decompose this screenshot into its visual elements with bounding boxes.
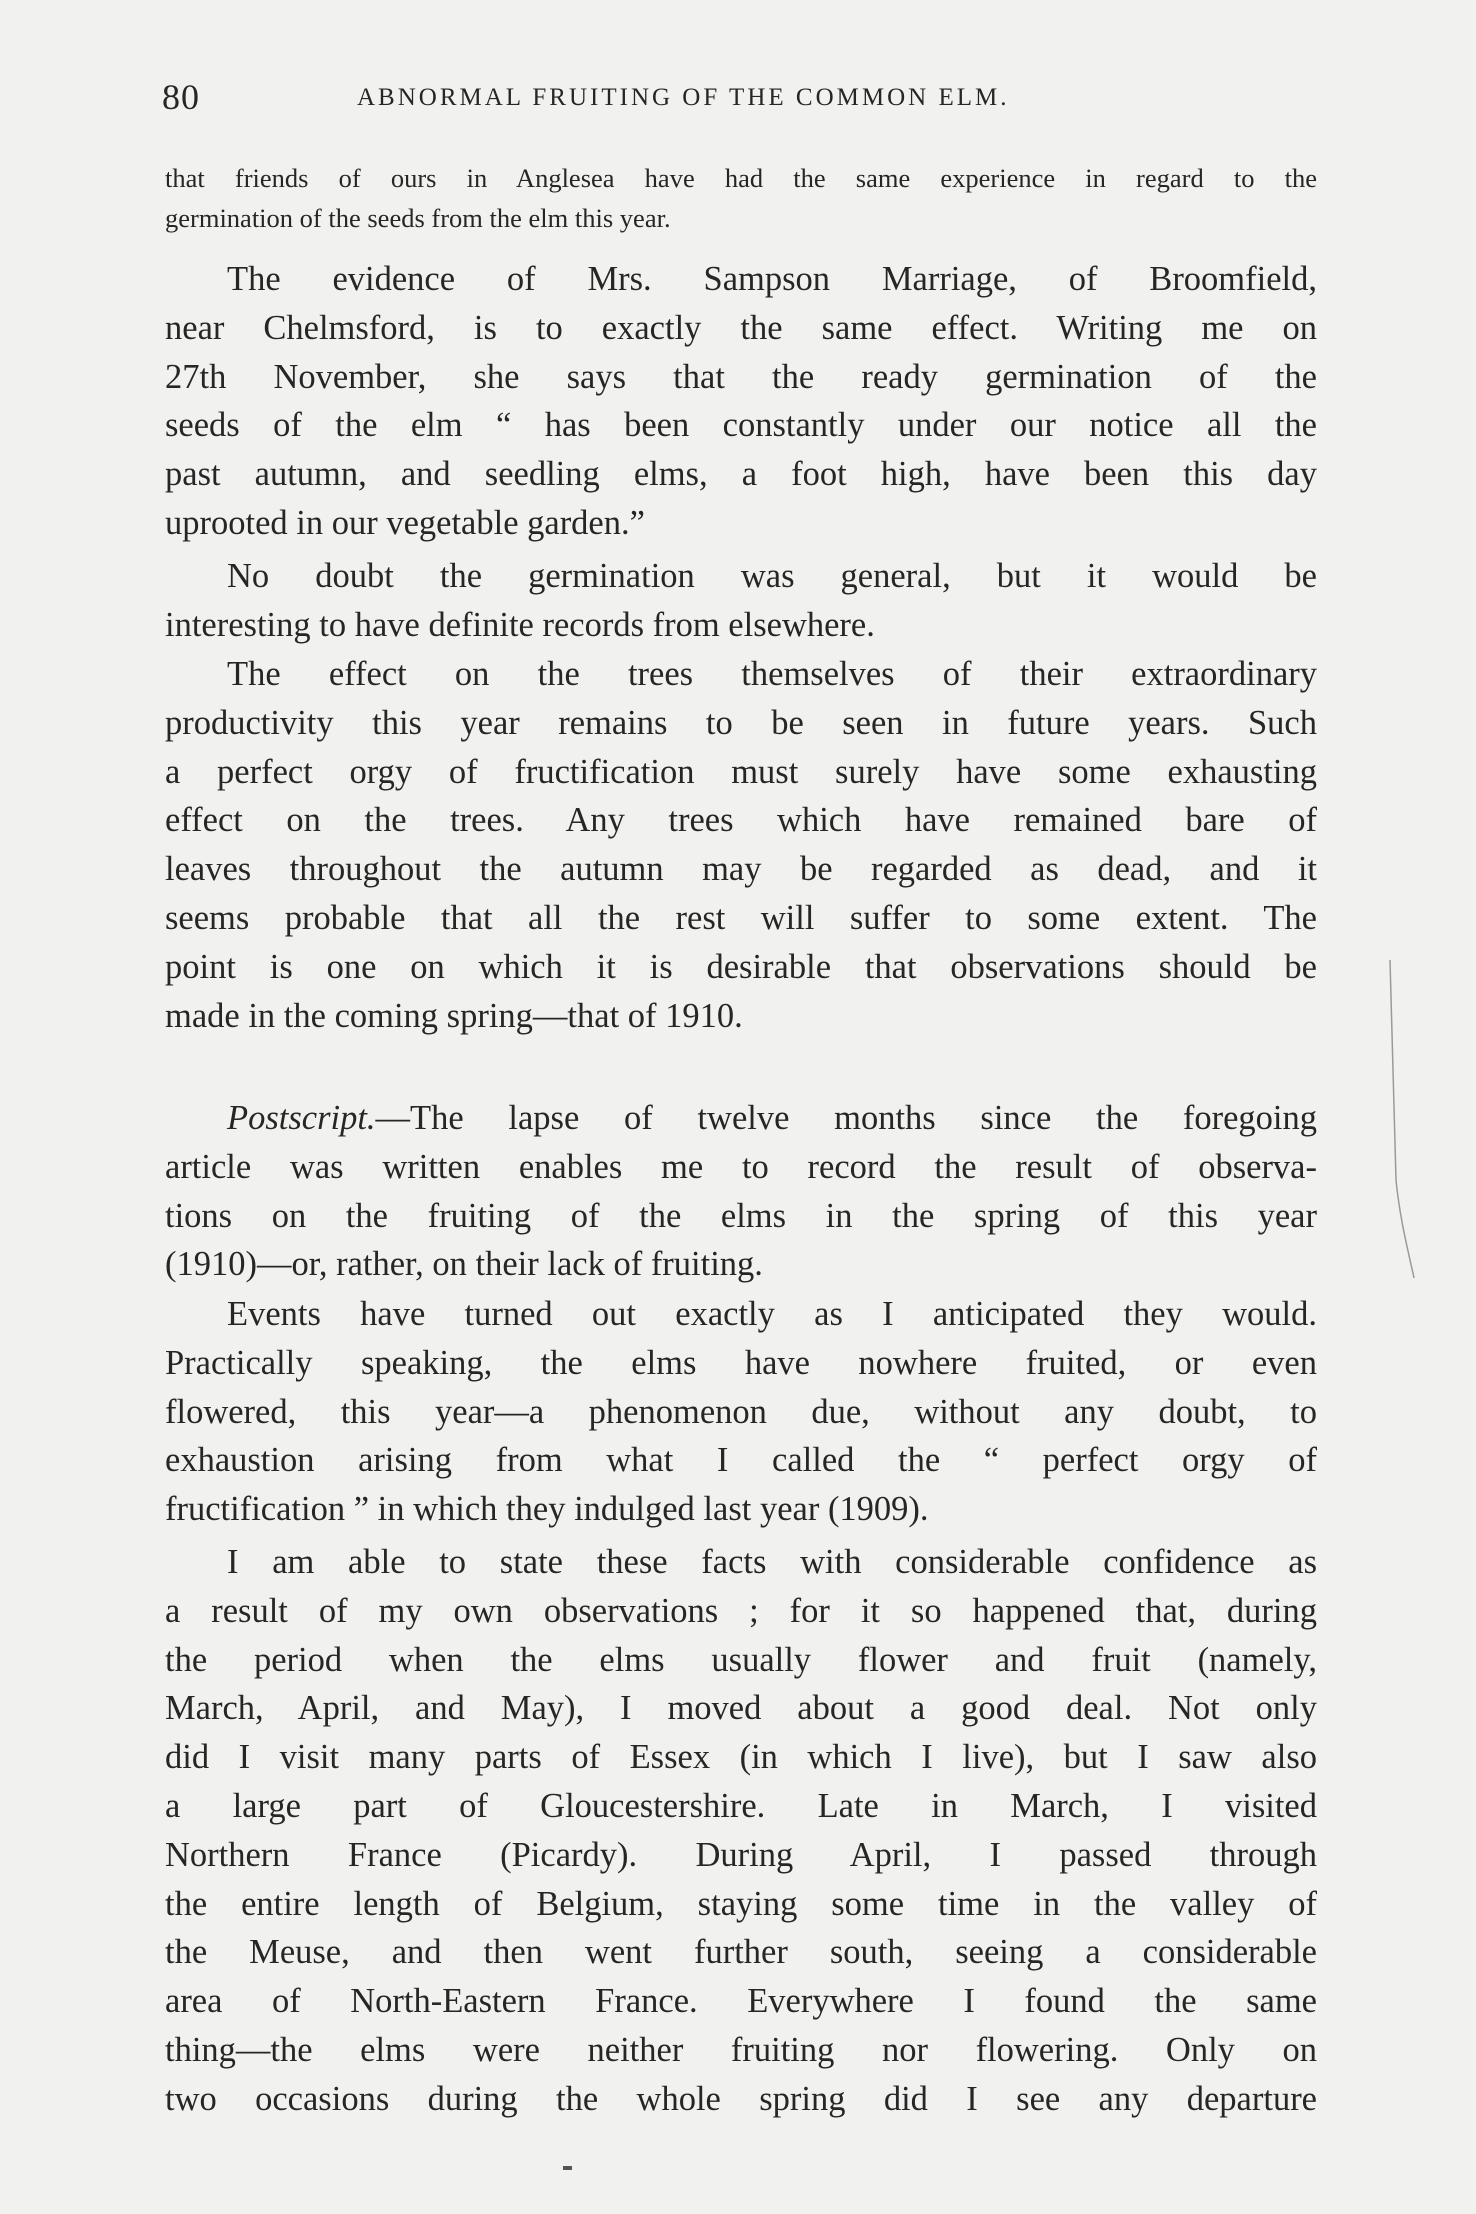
text-line: effect on the trees. Any trees which have remained bare of xyxy=(165,801,1317,840)
text-line: I am able to state these facts with considerable confidence as xyxy=(227,1543,1317,1581)
text-line xyxy=(165,1094,1317,1143)
margin-pencil-mark xyxy=(1386,960,1416,1280)
page-header xyxy=(162,76,1324,116)
paragraph-marriage-evidence xyxy=(165,255,1317,548)
postscript-text: —The lapse of twelve months since the foregoing xyxy=(375,1099,1317,1137)
text-line: two occasions during the whole spring did I see any departure xyxy=(165,2079,1317,2118)
text-line: fructification ” in which they indulged last year (1909). xyxy=(165,1490,929,1529)
paragraph-postscript xyxy=(165,1094,1317,1289)
text-line: exhaustion arising from what I called the “ perfect orgy of xyxy=(165,1441,1317,1480)
text-line: past autumn, and seedling elms, a foot high, have been this day xyxy=(165,455,1317,494)
paragraph-germination-general xyxy=(165,552,1317,650)
text-line: tions on the fruiting of the elms in the spring of this year xyxy=(165,1196,1317,1235)
text-line: leaves throughout the autumn may be regarded as dead, and it xyxy=(165,850,1317,889)
text-line: area of North-Eastern France. Everywhere I found the same xyxy=(165,1982,1317,2021)
text-line: interesting to have definite records from elsewhere. xyxy=(165,605,875,644)
paragraph-effect-on-trees xyxy=(165,650,1317,1040)
text-line: thing—the elms were neither fruiting nor flowering. Only on xyxy=(165,2030,1317,2069)
text-line: a result of my own observations ; for it so happened that, during xyxy=(165,1591,1317,1630)
text-line: Northern France (Picardy). During April, I passed through xyxy=(165,1835,1317,1874)
text-line: the Meuse, and then went further south, seeing a considerable xyxy=(165,1933,1317,1972)
text-line: point is one on which it is desirable that observations should be xyxy=(165,947,1317,986)
paragraph-observations xyxy=(165,1538,1317,2124)
text-line: No doubt the germination was general, but it would be xyxy=(227,557,1317,595)
running-title: ABNORMAL FRUITING OF THE COMMON ELM. xyxy=(357,84,1010,111)
text-line: a perfect orgy of fructification must surely have some exhausting xyxy=(165,752,1317,791)
text-line: Practically speaking, the elms have nowhere fruited, or even xyxy=(165,1343,1317,1382)
text-line: flowered, this year—a phenomenon due, without any doubt, to xyxy=(165,1392,1317,1431)
text-line: The evidence of Mrs. Sampson Marriage, of Broomfield, xyxy=(227,260,1317,298)
text-line: seems probable that all the rest will suffer to some extent. The xyxy=(165,898,1317,937)
text-line: germination of the seeds from the elm this year. xyxy=(165,203,671,233)
text-line: March, April, and May), I moved about a good deal. Not only xyxy=(165,1689,1317,1728)
text-line: did I visit many parts of Essex (in which I live), but I saw also xyxy=(165,1738,1317,1777)
text-line: seeds of the elm “ has been constantly under our notice all the xyxy=(165,406,1317,445)
text-line: 27th November, she says that the ready germination of the xyxy=(165,357,1317,396)
paragraph-events xyxy=(165,1290,1317,1534)
continuation-text xyxy=(165,158,1317,238)
footer-ink-mark xyxy=(563,2166,572,2170)
text-line: made in the coming spring—that of 1910. xyxy=(165,996,743,1035)
text-line: productivity this year remains to be seen in future years. Such xyxy=(165,703,1317,742)
text-line: Events have turned out exactly as I anticipated they would. xyxy=(227,1295,1317,1333)
page-number: 80 xyxy=(162,77,200,117)
text-line: that friends of ours in Anglesea have had the same experience in regard to the xyxy=(165,163,1317,193)
text-line: (1910)—or, rather, on their lack of fruiting. xyxy=(165,1245,763,1284)
text-line: the entire length of Belgium, staying some time in the valley of xyxy=(165,1884,1317,1923)
text-line: article was written enables me to record the result of observa- xyxy=(165,1147,1317,1186)
text-line: the period when the elms usually flower and fruit (namely, xyxy=(165,1640,1317,1679)
text-line: uprooted in our vegetable garden.” xyxy=(165,503,645,542)
text-line: The effect on the trees themselves of their extraordinary xyxy=(227,655,1317,693)
postscript-label: Postscript. xyxy=(227,1099,376,1137)
text-line: near Chelmsford, is to exactly the same effect. Writing me on xyxy=(165,308,1317,347)
text-line: a large part of Gloucestershire. Late in March, I visited xyxy=(165,1786,1317,1825)
